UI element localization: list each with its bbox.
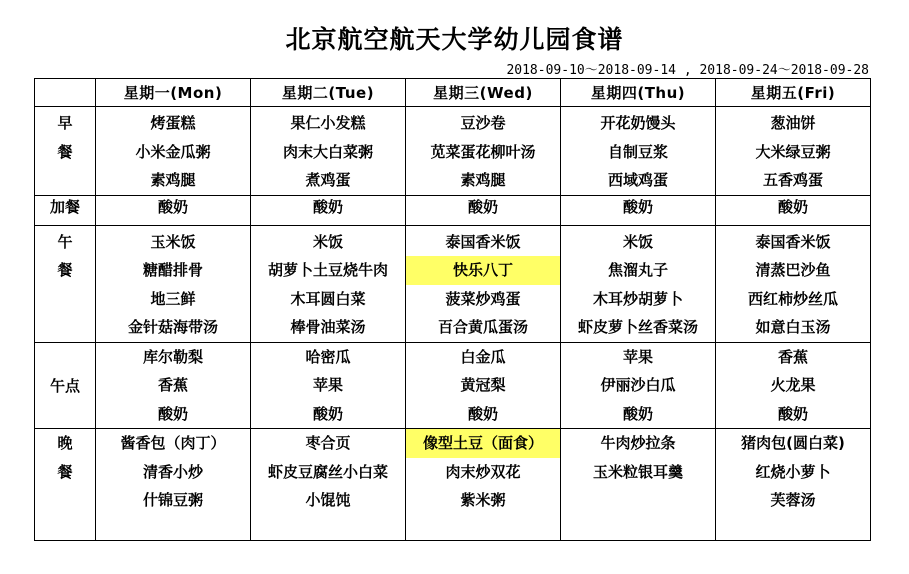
dish-item: 香蕉 <box>777 347 808 366</box>
meal-label-breakfast <box>35 107 96 196</box>
dinner-row <box>35 429 871 541</box>
date-range: 2018-09-10～2018-09-14 , 2018-09-24～2018-09-28 <box>506 63 869 78</box>
dish-item: 焦溜丸子 <box>607 261 668 279</box>
dish-item: 西红柿炒丝瓜 <box>747 289 838 308</box>
dish-item: 猪肉包(圆白菜) <box>741 434 845 452</box>
dish-item: 棒骨油菜汤 <box>290 318 366 336</box>
meal-label-lunch <box>35 225 96 342</box>
dinner-cell <box>251 429 406 541</box>
dish-item: 自制豆浆 <box>607 142 668 161</box>
breakfast-cell <box>251 107 406 196</box>
extra-cell: 酸奶 <box>561 195 716 225</box>
menu-table <box>34 78 871 541</box>
meal-label-snack: 午点 <box>35 342 96 429</box>
breakfast-cell <box>561 107 716 196</box>
dish-item: 酸奶 <box>467 404 498 423</box>
snack-cell <box>716 342 871 429</box>
dish-item: 泰国香米饭 <box>755 232 831 251</box>
lunch-cell <box>96 225 251 342</box>
dish-item: 葱油饼 <box>770 114 816 132</box>
day-header: 星期一(Mon) <box>96 79 251 107</box>
dish-item: 玉米饭 <box>150 232 196 251</box>
dish-item: 开花奶馒头 <box>600 114 676 132</box>
extra-cell: 酸奶 <box>96 195 251 225</box>
dish-item: 肉末炒双花 <box>445 462 521 481</box>
dish-item: 米饭 <box>312 232 343 251</box>
dish-item: 酸奶 <box>622 404 653 423</box>
day-header: 星期五(Fri) <box>716 79 871 107</box>
dish-item: 苹果 <box>312 376 343 394</box>
dish-item: 白金瓜 <box>460 347 506 366</box>
dish-item: 地三鲜 <box>150 289 196 308</box>
dish-item: 香蕉 <box>157 376 188 394</box>
dish-item: 素鸡腿 <box>150 171 196 189</box>
lunch-cell <box>406 225 561 342</box>
dish-item: 烤蛋糕 <box>150 114 196 132</box>
dish-item: 虾皮豆腐丝小白菜 <box>267 462 388 481</box>
dish-item: 芙蓉汤 <box>770 491 816 509</box>
lunch-cell <box>716 225 871 342</box>
breakfast-cell <box>716 107 871 196</box>
dish-item: 紫米粥 <box>460 491 506 509</box>
dish-item-highlighted: 快乐八丁 <box>406 256 560 285</box>
breakfast-row <box>35 107 871 196</box>
lunch-row <box>35 225 871 342</box>
meal-label-line: 晚 <box>57 434 73 452</box>
dish-item: 酱香包（肉丁） <box>120 434 226 452</box>
dish-item: 酸奶 <box>777 404 808 423</box>
dish-item: 泰国香米饭 <box>445 232 521 251</box>
dish-item: 什锦豆粥 <box>142 491 203 509</box>
dish-item: 煮鸡蛋 <box>305 171 351 189</box>
dish-item: 豆沙卷 <box>460 114 506 132</box>
snack-cell <box>561 342 716 429</box>
snack-row <box>35 342 871 429</box>
dish-item: 清香小炒 <box>142 462 203 481</box>
day-header: 星期二(Tue) <box>251 79 406 107</box>
header-row <box>35 79 871 107</box>
dish-item: 木耳炒胡萝卜 <box>592 289 683 308</box>
dish-item: 木耳圆白菜 <box>290 289 366 308</box>
snack-cell <box>251 342 406 429</box>
dish-item: 牛肉炒拉条 <box>600 434 676 452</box>
extra-cell: 酸奶 <box>406 195 561 225</box>
dish-item: 素鸡腿 <box>460 171 506 189</box>
dish-item: 伊丽沙白瓜 <box>600 376 676 394</box>
extra-cell: 酸奶 <box>716 195 871 225</box>
dish-item: 虾皮萝卜丝香菜汤 <box>577 318 698 336</box>
dish-item: 苋菜蛋花柳叶汤 <box>430 142 536 161</box>
dish-item: 大米绿豆粥 <box>755 142 831 161</box>
dish-item: 果仁小发糕 <box>290 114 366 132</box>
dinner-cell <box>561 429 716 541</box>
dish-item: 肉末大白菜粥 <box>282 142 373 161</box>
dish-item: 红烧小萝卜 <box>755 462 831 481</box>
dish-item: 西域鸡蛋 <box>607 171 668 189</box>
meal-label-line: 餐 <box>57 142 73 161</box>
meal-label-line: 午 <box>57 232 73 251</box>
corner-cell <box>35 79 96 107</box>
dish-item: 五香鸡蛋 <box>762 171 823 189</box>
day-header: 星期四(Thu) <box>561 79 716 107</box>
dinner-cell <box>96 429 251 541</box>
dish-item: 糖醋排骨 <box>142 261 203 279</box>
dish-item: 如意白玉汤 <box>755 318 831 336</box>
dish-item: 小馄饨 <box>305 491 351 509</box>
dish-item: 金针菇海带汤 <box>127 318 218 336</box>
meal-label-dinner <box>35 429 96 541</box>
page-title: 北京航空航天大学幼儿园食谱 <box>285 25 624 54</box>
snack-cell <box>96 342 251 429</box>
dish-item: 玉米粒银耳羹 <box>592 462 683 481</box>
meal-label-line: 餐 <box>57 261 73 279</box>
dish-item: 哈密瓜 <box>305 347 351 366</box>
meal-label-line: 早 <box>57 114 73 132</box>
dish-item-highlighted: 像型土豆（面食） <box>406 429 560 458</box>
dish-item: 米饭 <box>622 232 653 251</box>
dish-item: 酸奶 <box>157 404 188 423</box>
dish-item: 苹果 <box>622 347 653 366</box>
dish-item: 胡萝卜土豆烧牛肉 <box>267 261 388 279</box>
dinner-cell <box>716 429 871 541</box>
meal-label-extra: 加餐 <box>35 195 96 225</box>
dish-item: 酸奶 <box>312 404 343 423</box>
dish-item: 菠菜炒鸡蛋 <box>445 289 521 308</box>
day-header: 星期三(Wed) <box>406 79 561 107</box>
snack-cell <box>406 342 561 429</box>
dish-item: 清蒸巴沙鱼 <box>755 261 831 279</box>
dish-item: 小米金瓜粥 <box>135 142 211 161</box>
lunch-cell <box>251 225 406 342</box>
breakfast-cell <box>96 107 251 196</box>
dish-item: 火龙果 <box>770 376 816 394</box>
dish-item: 库尔勒梨 <box>142 347 203 366</box>
dish-item: 枣合页 <box>305 434 351 452</box>
meal-label-line: 餐 <box>57 462 73 481</box>
extra-cell: 酸奶 <box>251 195 406 225</box>
dish-item: 黄冠梨 <box>460 376 506 394</box>
dish-item: 百合黄瓜蛋汤 <box>437 318 528 336</box>
extra-meal-row <box>35 195 871 225</box>
lunch-cell <box>561 225 716 342</box>
breakfast-cell <box>406 107 561 196</box>
dinner-cell <box>406 429 561 541</box>
